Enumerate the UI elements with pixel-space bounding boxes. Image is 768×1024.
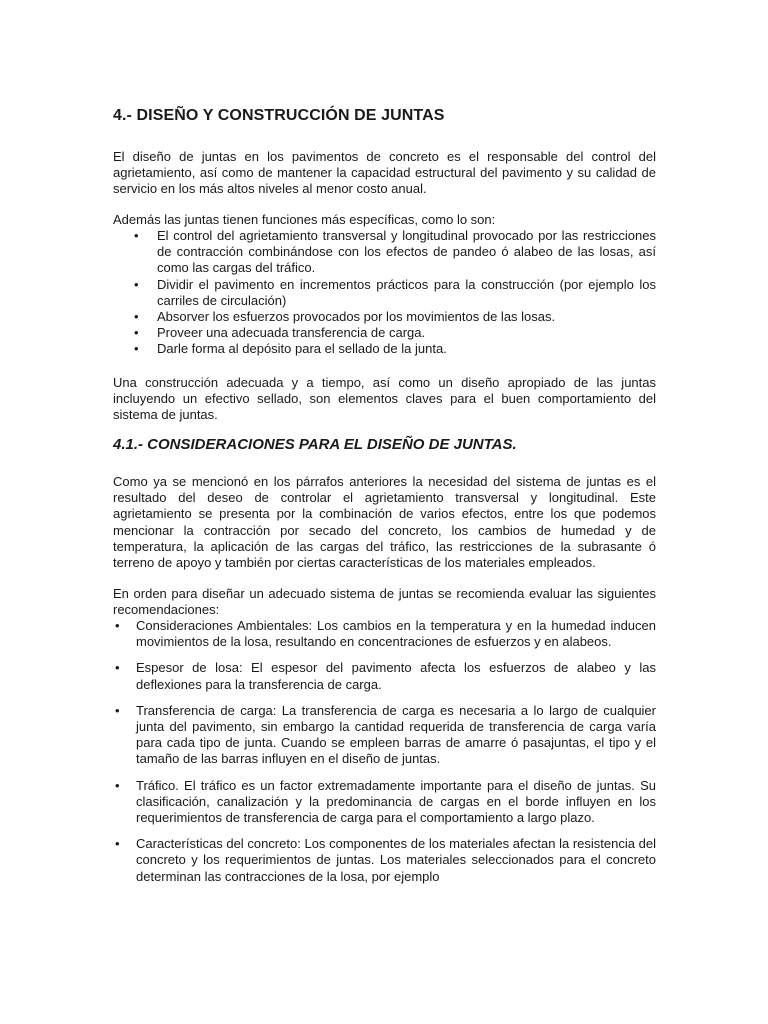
- list-item: • Proveer una adecuada transferencia de carga.: [134, 325, 426, 341]
- subsection-heading: 4.1.- CONSIDERACIONES PARA EL DISEÑO DE JUNTAS.: [113, 436, 517, 453]
- list-item: • El control del agrietamiento transversal y longitudinal provocado por las restricciones de contracción combinándose con los efectos de pandeo ó alabeo de las losas, así como las cargas del tráfico.: [134, 228, 656, 276]
- list-item: • Darle forma al depósito para el sellado de la junta.: [134, 341, 447, 357]
- recommendations-list: [113, 618, 656, 895]
- list-item: • Absorver los esfuerzos provocados por los movimientos de las losas.: [134, 309, 556, 325]
- functions-list: [113, 228, 656, 358]
- list-item: • Consideraciones Ambientales: Los cambios en la temperatura y en la humedad inducen movimientos de la losa, resultando en concentraciones de esfuerzos y en alabeos.: [115, 618, 656, 650]
- list-item: • Características del concreto: Los componentes de los materiales afectan la resistencia del concreto y los requerimientos de juntas. Los materiales seleccionados para el concreto determinan las contracciones de la losa, por ejemplo: [115, 836, 656, 884]
- bullet-icon: •: [134, 341, 139, 357]
- recommendations-intro: En orden para diseñar un adecuado sistema de juntas se recomienda evaluar las siguientes recomendaciones:: [113, 586, 656, 618]
- list-item: • Dividir el pavimento en incrementos prácticos para la construcción (por ejemplo los carriles de circulación): [134, 276, 656, 308]
- list-item: • Espesor de losa: El espesor del pavimento afecta los esfuerzos de alabeo y las deflexiones para la transferencia de carga.: [115, 660, 656, 692]
- bullet-icon: •: [115, 702, 120, 718]
- bullet-icon: •: [115, 618, 120, 633]
- intro-paragraph: El diseño de juntas en los pavimentos de concreto es el responsable del control del agrietamiento, así como de mantener la capacidad estructural del pavimento y su calidad de servicio en los más altos niveles al menor costo anual.: [113, 149, 656, 197]
- construction-paragraph: Una construcción adecuada y a tiempo, así como un diseño apropiado de las juntas incluyendo un efectivo sellado, son elementos claves para el buen comportamiento del sistema de juntas.: [113, 375, 656, 423]
- bullet-icon: •: [115, 660, 120, 676]
- bullet-icon: •: [134, 309, 139, 325]
- considerations-paragraph: Como ya se mencionó en los párrafos anteriores la necesidad del sistema de juntas es el resultado del deseo de controlar el agrietamiento transversal y longitudinal. Este agrietamiento se presenta por la combinación de varios efectos, entre los que podemos mencionar la contracción por secado del concreto, los cambios de humedad y de temperatura, la aplicación de las cargas del tráfico, las restricciones de la subrasante ó terreno de apoyo y también por ciertas características de los materiales empleados.: [113, 474, 656, 571]
- bullet-icon: •: [134, 276, 139, 292]
- bullet-icon: •: [134, 228, 139, 243]
- bullet-icon: •: [115, 836, 120, 852]
- functions-intro: Además las juntas tienen funciones más específicas, como lo son:: [113, 212, 496, 227]
- list-item: • Transferencia de carga: La transferencia de carga es necesaria a lo largo de cualquier junta del pavimento, sin embargo la cantidad requerida de transferencia de carga varía para cada tipo de junta. Cuando se empleen barras de amarre ó pasajuntas, el tipo y el tamaño de las barras influyen en el diseño de juntas.: [115, 702, 656, 767]
- bullet-icon: •: [134, 325, 139, 341]
- list-item: • Tráfico. El tráfico es un factor extremadamente importante para el diseño de juntas. Su clasificación, canalización y la predominancia de cargas en el borde influyen en los requerimientos de transferencia de carga para el comportamiento a largo plazo.: [115, 777, 656, 826]
- bullet-icon: •: [115, 777, 120, 793]
- section-heading: 4.- DISEÑO Y CONSTRUCCIÓN DE JUNTAS: [113, 107, 445, 124]
